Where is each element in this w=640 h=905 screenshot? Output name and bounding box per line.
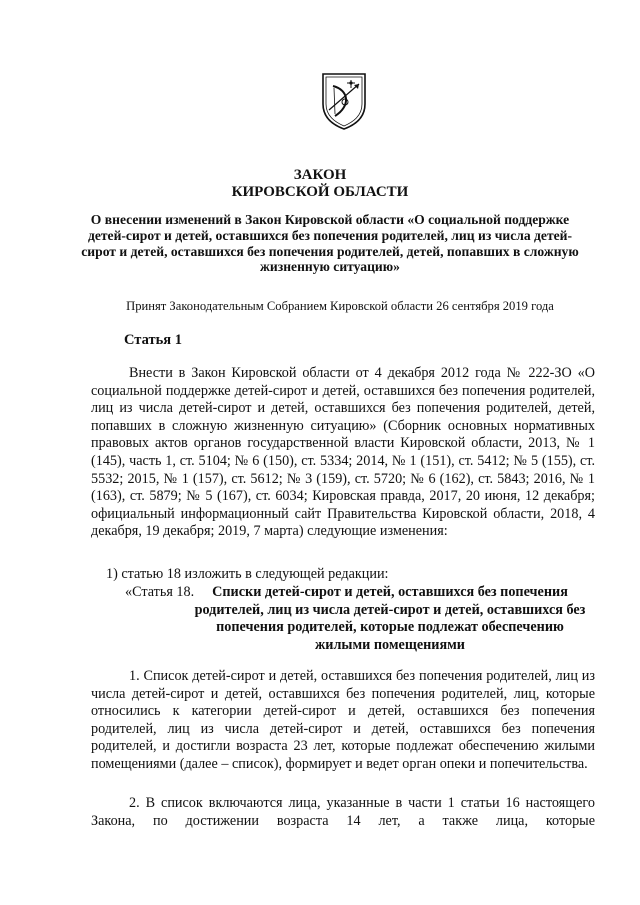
document-region-title: КИРОВСКОЙ ОБЛАСТИ	[231, 184, 409, 200]
kirov-coat-of-arms-icon	[321, 72, 367, 130]
statute-point-1	[91, 668, 595, 774]
article-heading: Статья 1	[124, 332, 182, 348]
article-intro-paragraph	[91, 365, 595, 541]
document-title: ЗАКОН	[293, 167, 347, 183]
document-subject: О внесении изменений в Закон Кировской области «О социальной поддержке детей-сирот и детей, оставшихся без попечения родителей, лиц из числа детей-сирот и детей, оставшихся без попечения родителей, детей, попавших в сложную жизненную ситуацию»	[81, 212, 579, 275]
point-1-text: 1. Список детей-сирот и детей, оставшихся без попечения родителей, лиц из числа детей-сирот и детей, оставшихся без попечения родителей, лиц, которые относились к категории детей-сирот и детей, оставшихся без попечения родителей, лиц из числа детей-сирот и детей, оставшихся без попечения родителей, и достигли возраста 23 лет, которые подлежат обеспечению жилыми помещениями (далее – список), формирует и ведет орган опеки и попечительства.	[91, 668, 595, 772]
amendment-item: 1) статью 18 изложить в следующей редакции:	[106, 566, 389, 582]
adoption-note: Принят Законодательным Собранием Кировской области 26 сентября 2019 года	[126, 299, 554, 313]
statute-label: «Статья 18.	[125, 584, 195, 600]
intro-text: Внести в Закон Кировской области от 4 декабря 2012 года № 222-ЗО «О социальной поддержке детей-сирот и детей, оставшихся без попечения родителей, лиц из числа детей-сирот и детей, оставшихся без попечения родителей, детей, попавших в сложную жизненную ситуацию» (Сборник основных нормативных правовых актов органов государственной власти Кировской области, 2013, № 1 (145), часть 1, ст. 5104; № 6 (150), ст. 5334; 2014, № 1 (151), ст. 5412; № 5 (155), ст. 5532; 2015, № 1 (157), ст. 5612; № 3 (159), ст. 5720; № 6 (162), ст. 5843; 2016, № 1 (163), ст. 5879; № 5 (167), ст. 6034; Кировская правда, 2017, 20 июня, 12 декабря; официальный информационный сайт Правительства Кировской области, 2018, 4 декабря, 19 декабря; 2019, 7 марта) следующие изменения:	[91, 365, 595, 540]
statute-title: Списки детей-сирот и детей, оставшихся без попечения родителей, лиц из числа детей-сирот и детей, оставшихся без попечения родителей, которые подлежат обеспечению жилыми помещениями	[194, 584, 586, 653]
point-2-text: 2. В список включаются лица, указанные в части 1 статьи 16 настоящего Закона, по достижении возраста 14 лет, а также лица, которые	[91, 795, 595, 829]
statute-point-2	[91, 795, 595, 848]
